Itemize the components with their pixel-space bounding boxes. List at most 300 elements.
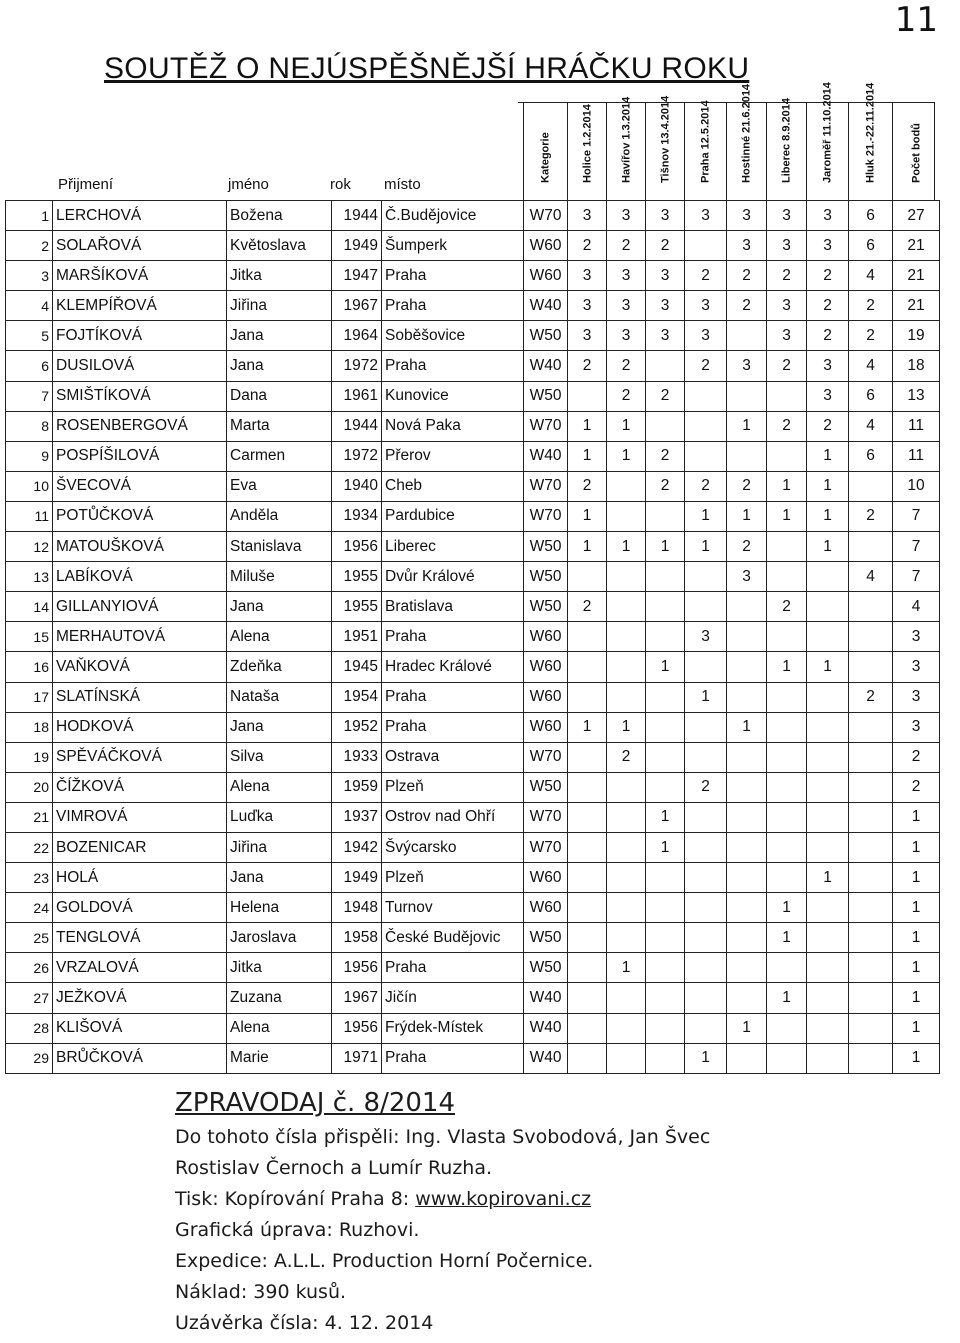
score-cell: 3: [807, 381, 849, 411]
score-cell: 2: [568, 592, 607, 622]
score-cell: 1: [807, 863, 849, 893]
year-cell: 1956: [332, 532, 382, 562]
score-cell: [849, 742, 893, 772]
footer-print: [175, 1184, 710, 1215]
name-cell: Jiřina: [227, 832, 332, 862]
name-cell: Eva: [227, 471, 332, 501]
rank-cell: 20: [6, 772, 53, 802]
score-cell: [849, 1043, 893, 1073]
place-cell: Praha: [382, 953, 524, 983]
rotated-header-label: Holice 1.2.2014: [580, 103, 593, 183]
rotated-header-7: [806, 81, 849, 200]
score-cell: [849, 923, 893, 953]
score-cell: 6: [849, 441, 893, 471]
score-cell: 3: [767, 291, 807, 321]
score-cell: [849, 863, 893, 893]
score-cell: [767, 622, 807, 652]
category-cell: W60: [524, 893, 568, 923]
name-cell: Jana: [227, 592, 332, 622]
score-cell: [607, 1013, 646, 1043]
score-cell: 2: [685, 351, 727, 381]
score-cell: 2: [849, 291, 893, 321]
score-cell: [568, 923, 607, 953]
score-cell: 1: [607, 441, 646, 471]
total-points-cell: 1: [893, 953, 940, 983]
name-cell: Nataša: [227, 682, 332, 712]
surname-cell: HODKOVÁ: [53, 712, 227, 742]
score-cell: [727, 441, 767, 471]
year-cell: 1964: [332, 321, 382, 351]
name-cell: Alena: [227, 772, 332, 802]
score-cell: [727, 1043, 767, 1073]
place-cell: Praha: [382, 622, 524, 652]
surname-cell: POSPÍŠILOVÁ: [53, 441, 227, 471]
year-cell: 1948: [332, 893, 382, 923]
score-cell: 1: [646, 802, 685, 832]
table-row: [6, 742, 940, 772]
score-cell: 1: [807, 471, 849, 501]
score-cell: [607, 622, 646, 652]
category-cell: W60: [524, 863, 568, 893]
rank-cell: 8: [6, 411, 53, 441]
table-row: [6, 441, 940, 471]
score-cell: 1: [767, 652, 807, 682]
surname-cell: SLATÍNSKÁ: [53, 682, 227, 712]
total-points-cell: 4: [893, 592, 940, 622]
score-cell: 2: [807, 411, 849, 441]
score-cell: [568, 652, 607, 682]
score-cell: [849, 953, 893, 983]
category-cell: W50: [524, 381, 568, 411]
score-cell: [807, 953, 849, 983]
score-cell: 3: [607, 291, 646, 321]
score-cell: [607, 923, 646, 953]
score-cell: 2: [646, 441, 685, 471]
score-cell: 3: [646, 261, 685, 291]
category-cell: W60: [524, 231, 568, 261]
place-cell: Praha: [382, 1043, 524, 1073]
score-cell: 2: [727, 291, 767, 321]
surname-cell: KLIŠOVÁ: [53, 1013, 227, 1043]
rotated-header-3: [645, 95, 685, 200]
surname-cell: HOLÁ: [53, 863, 227, 893]
total-points-cell: 21: [893, 231, 940, 261]
score-cell: [568, 983, 607, 1013]
score-cell: [767, 953, 807, 983]
score-cell: [685, 1013, 727, 1043]
score-cell: 3: [568, 261, 607, 291]
table-row: [6, 592, 940, 622]
score-cell: 2: [849, 682, 893, 712]
table-row: [6, 532, 940, 562]
place-cell: Turnov: [382, 893, 524, 923]
score-cell: [568, 562, 607, 592]
name-cell: Jitka: [227, 261, 332, 291]
score-cell: 2: [568, 231, 607, 261]
score-cell: [849, 712, 893, 742]
total-points-cell: 2: [893, 772, 940, 802]
table-row: [6, 802, 940, 832]
score-cell: [849, 1013, 893, 1043]
score-cell: [807, 893, 849, 923]
score-cell: 1: [685, 1043, 727, 1073]
score-cell: 1: [685, 682, 727, 712]
score-cell: [807, 712, 849, 742]
total-points-cell: 21: [893, 291, 940, 321]
score-cell: 2: [727, 532, 767, 562]
table-row: [6, 622, 940, 652]
category-cell: W70: [524, 802, 568, 832]
rank-cell: 19: [6, 742, 53, 772]
total-points-cell: 2: [893, 742, 940, 772]
score-cell: [568, 742, 607, 772]
score-cell: 1: [727, 1013, 767, 1043]
place-cell: Ostrov nad Ohří: [382, 802, 524, 832]
rotated-header-label: Liberec 8.9.2014: [780, 97, 793, 183]
place-cell: Pardubice: [382, 501, 524, 531]
total-points-cell: 3: [893, 622, 940, 652]
score-cell: [568, 622, 607, 652]
year-cell: 1949: [332, 863, 382, 893]
year-cell: 1972: [332, 351, 382, 381]
score-cell: 2: [727, 261, 767, 291]
name-cell: Luďka: [227, 802, 332, 832]
score-cell: [807, 923, 849, 953]
rank-cell: 17: [6, 682, 53, 712]
category-cell: W70: [524, 742, 568, 772]
surname-cell: BRŮČKOVÁ: [53, 1043, 227, 1073]
score-cell: [849, 592, 893, 622]
score-cell: [607, 1043, 646, 1073]
score-cell: [807, 562, 849, 592]
score-cell: [807, 772, 849, 802]
footer-circulation: Náklad: 390 kusů.: [175, 1281, 347, 1303]
year-cell: 1937: [332, 802, 382, 832]
rotated-header-1: [567, 102, 607, 200]
rotated-header-label: Havířov 1.3.2014: [619, 96, 632, 183]
place-cell: Bratislava: [382, 592, 524, 622]
footer-graphics: Grafická úprava: Ruzhovi.: [175, 1219, 420, 1241]
score-cell: [807, 832, 849, 862]
score-cell: 1: [568, 501, 607, 531]
total-points-cell: 21: [893, 261, 940, 291]
name-cell: Anděla: [227, 501, 332, 531]
score-cell: [767, 742, 807, 772]
rank-cell: 14: [6, 592, 53, 622]
place-cell: Plzeň: [382, 863, 524, 893]
score-cell: 4: [849, 351, 893, 381]
score-cell: 3: [607, 321, 646, 351]
rotated-header-label: Praha 12.5.2014: [699, 100, 712, 183]
score-cell: [767, 441, 807, 471]
year-cell: 1951: [332, 622, 382, 652]
score-cell: 3: [685, 201, 727, 231]
score-cell: [685, 592, 727, 622]
total-points-cell: 1: [893, 983, 940, 1013]
category-cell: W40: [524, 291, 568, 321]
name-cell: Alena: [227, 1013, 332, 1043]
score-cell: 1: [727, 501, 767, 531]
score-cell: 3: [807, 231, 849, 261]
place-cell: Plzeň: [382, 772, 524, 802]
score-cell: 3: [727, 351, 767, 381]
surname-cell: MATOUŠKOVÁ: [53, 532, 227, 562]
total-points-cell: 13: [893, 381, 940, 411]
score-cell: [767, 1013, 807, 1043]
score-cell: [767, 712, 807, 742]
total-points-cell: 10: [893, 471, 940, 501]
total-points-cell: 18: [893, 351, 940, 381]
total-points-cell: 7: [893, 562, 940, 592]
surname-cell: ČÍŽKOVÁ: [53, 772, 227, 802]
table-row: [6, 261, 940, 291]
category-cell: W60: [524, 261, 568, 291]
table-row: [6, 1043, 940, 1073]
place-cell: Praha: [382, 351, 524, 381]
year-cell: 1952: [332, 712, 382, 742]
score-cell: [685, 441, 727, 471]
name-cell: Dana: [227, 381, 332, 411]
rank-cell: 10: [6, 471, 53, 501]
score-cell: [727, 592, 767, 622]
rotated-header-2: [606, 96, 646, 200]
year-cell: 1940: [332, 471, 382, 501]
score-cell: 1: [646, 832, 685, 862]
score-cell: [685, 231, 727, 261]
rotated-header-label: Hostinné 21.6.2014: [740, 83, 753, 183]
year-cell: 1955: [332, 562, 382, 592]
total-points-cell: 1: [893, 1043, 940, 1073]
score-cell: 2: [607, 351, 646, 381]
score-cell: [568, 381, 607, 411]
total-points-cell: 19: [893, 321, 940, 351]
score-cell: [727, 772, 767, 802]
score-cell: 2: [568, 351, 607, 381]
name-cell: Božena: [227, 201, 332, 231]
score-cell: [646, 622, 685, 652]
place-cell: Liberec: [382, 532, 524, 562]
score-cell: 1: [807, 501, 849, 531]
surname-cell: SMIŠTÍKOVÁ: [53, 381, 227, 411]
score-cell: [568, 1043, 607, 1073]
score-cell: [607, 802, 646, 832]
table-row: [6, 501, 940, 531]
score-cell: 2: [767, 261, 807, 291]
surname-cell: LABÍKOVÁ: [53, 562, 227, 592]
rank-cell: 25: [6, 923, 53, 953]
score-cell: [685, 863, 727, 893]
table-row: [6, 712, 940, 742]
rank-cell: 9: [6, 441, 53, 471]
place-cell: Č.Budějovice: [382, 201, 524, 231]
score-cell: [685, 983, 727, 1013]
score-cell: [646, 411, 685, 441]
rank-cell: 1: [6, 201, 53, 231]
table-row: [6, 562, 940, 592]
score-cell: 1: [767, 983, 807, 1013]
rank-cell: 16: [6, 652, 53, 682]
score-cell: 1: [568, 532, 607, 562]
year-cell: 1959: [332, 772, 382, 802]
category-cell: W60: [524, 622, 568, 652]
score-cell: [568, 802, 607, 832]
year-cell: 1949: [332, 231, 382, 261]
surname-cell: SOLAŘOVÁ: [53, 231, 227, 261]
score-cell: [646, 983, 685, 1013]
score-cell: 2: [685, 772, 727, 802]
surname-cell: BOZENICAR: [53, 832, 227, 862]
surname-cell: VIMROVÁ: [53, 802, 227, 832]
year-cell: 1942: [332, 832, 382, 862]
score-cell: [767, 381, 807, 411]
score-cell: [646, 863, 685, 893]
score-cell: 2: [807, 321, 849, 351]
rank-cell: 26: [6, 953, 53, 983]
name-cell: Jana: [227, 321, 332, 351]
score-cell: [568, 893, 607, 923]
score-cell: [727, 893, 767, 923]
header-jmeno: jméno: [228, 176, 269, 193]
year-cell: 1933: [332, 742, 382, 772]
rank-cell: 11: [6, 501, 53, 531]
score-cell: [685, 381, 727, 411]
surname-cell: VRZALOVÁ: [53, 953, 227, 983]
category-cell: W40: [524, 1013, 568, 1043]
table-row: [6, 832, 940, 862]
rotated-header-label: Hluk 21.-22.11.2014: [864, 82, 877, 183]
category-cell: W70: [524, 201, 568, 231]
category-cell: W50: [524, 923, 568, 953]
score-cell: 1: [767, 923, 807, 953]
category-cell: W40: [524, 441, 568, 471]
surname-cell: GOLDOVÁ: [53, 893, 227, 923]
score-cell: 2: [646, 471, 685, 501]
surname-cell: FOJTÍKOVÁ: [53, 321, 227, 351]
score-cell: 2: [607, 742, 646, 772]
category-cell: W50: [524, 562, 568, 592]
score-cell: 1: [727, 411, 767, 441]
total-points-cell: 11: [893, 441, 940, 471]
score-cell: [685, 953, 727, 983]
score-cell: [685, 832, 727, 862]
footer-heading: ZPRAVODAJ č. 8/2014: [175, 1088, 455, 1118]
category-cell: W60: [524, 712, 568, 742]
category-cell: W70: [524, 832, 568, 862]
header-prijmeni: Přijmení: [58, 176, 114, 193]
score-cell: 1: [807, 532, 849, 562]
name-cell: Miluše: [227, 562, 332, 592]
total-points-cell: 1: [893, 863, 940, 893]
score-cell: [607, 562, 646, 592]
score-cell: [849, 652, 893, 682]
score-cell: 1: [646, 652, 685, 682]
score-cell: 3: [767, 231, 807, 261]
place-cell: Praha: [382, 291, 524, 321]
score-cell: 1: [807, 441, 849, 471]
score-cell: 1: [767, 471, 807, 501]
surname-cell: SPĚVÁČKOVÁ: [53, 742, 227, 772]
score-cell: 2: [767, 411, 807, 441]
score-cell: 1: [685, 532, 727, 562]
score-cell: 3: [685, 321, 727, 351]
surname-cell: JEŽKOVÁ: [53, 983, 227, 1013]
score-cell: [568, 953, 607, 983]
name-cell: Carmen: [227, 441, 332, 471]
place-cell: Švýcarsko: [382, 832, 524, 862]
footer-print-link[interactable]: www.kopirovani.cz: [415, 1188, 592, 1210]
name-cell: Zuzana: [227, 983, 332, 1013]
score-cell: [646, 1013, 685, 1043]
score-cell: [849, 893, 893, 923]
name-cell: Marie: [227, 1043, 332, 1073]
rank-cell: 5: [6, 321, 53, 351]
score-cell: [646, 772, 685, 802]
rank-cell: 21: [6, 802, 53, 832]
table-row: [6, 893, 940, 923]
score-cell: [767, 802, 807, 832]
category-cell: W70: [524, 471, 568, 501]
score-cell: [727, 381, 767, 411]
table-row: [6, 381, 940, 411]
score-cell: [727, 321, 767, 351]
score-cell: [568, 863, 607, 893]
category-cell: W40: [524, 351, 568, 381]
score-cell: [849, 802, 893, 832]
surname-cell: POTŮČKOVÁ: [53, 501, 227, 531]
category-cell: W50: [524, 772, 568, 802]
score-cell: [727, 652, 767, 682]
score-cell: [646, 712, 685, 742]
category-cell: W40: [524, 983, 568, 1013]
table-row: [6, 411, 940, 441]
total-points-cell: 7: [893, 501, 940, 531]
score-cell: [685, 562, 727, 592]
score-cell: [727, 622, 767, 652]
year-cell: 1934: [332, 501, 382, 531]
name-cell: Alena: [227, 622, 332, 652]
score-cell: [849, 471, 893, 501]
score-cell: [685, 923, 727, 953]
rotated-header-6: [766, 97, 807, 200]
place-cell: Frýdek-Místek: [382, 1013, 524, 1043]
score-cell: [685, 893, 727, 923]
score-cell: [646, 351, 685, 381]
place-cell: Cheb: [382, 471, 524, 501]
name-cell: Jiřina: [227, 291, 332, 321]
score-cell: [685, 802, 727, 832]
year-cell: 1956: [332, 953, 382, 983]
place-cell: Praha: [382, 261, 524, 291]
score-cell: [727, 923, 767, 953]
score-cell: 2: [685, 471, 727, 501]
category-cell: W50: [524, 321, 568, 351]
rotated-header-8: [848, 82, 893, 200]
score-cell: 1: [568, 441, 607, 471]
score-cell: [767, 832, 807, 862]
score-cell: [607, 501, 646, 531]
score-cell: 3: [767, 321, 807, 351]
score-cell: [685, 742, 727, 772]
rotated-header-label: Tišnov 13.4.2014: [658, 95, 671, 183]
year-cell: 1956: [332, 1013, 382, 1043]
score-cell: [568, 1013, 607, 1043]
score-cell: [646, 953, 685, 983]
total-points-cell: 11: [893, 411, 940, 441]
surname-cell: ŠVECOVÁ: [53, 471, 227, 501]
rank-cell: 24: [6, 893, 53, 923]
rotated-header-label: Kategorie: [539, 132, 552, 183]
place-cell: Praha: [382, 682, 524, 712]
